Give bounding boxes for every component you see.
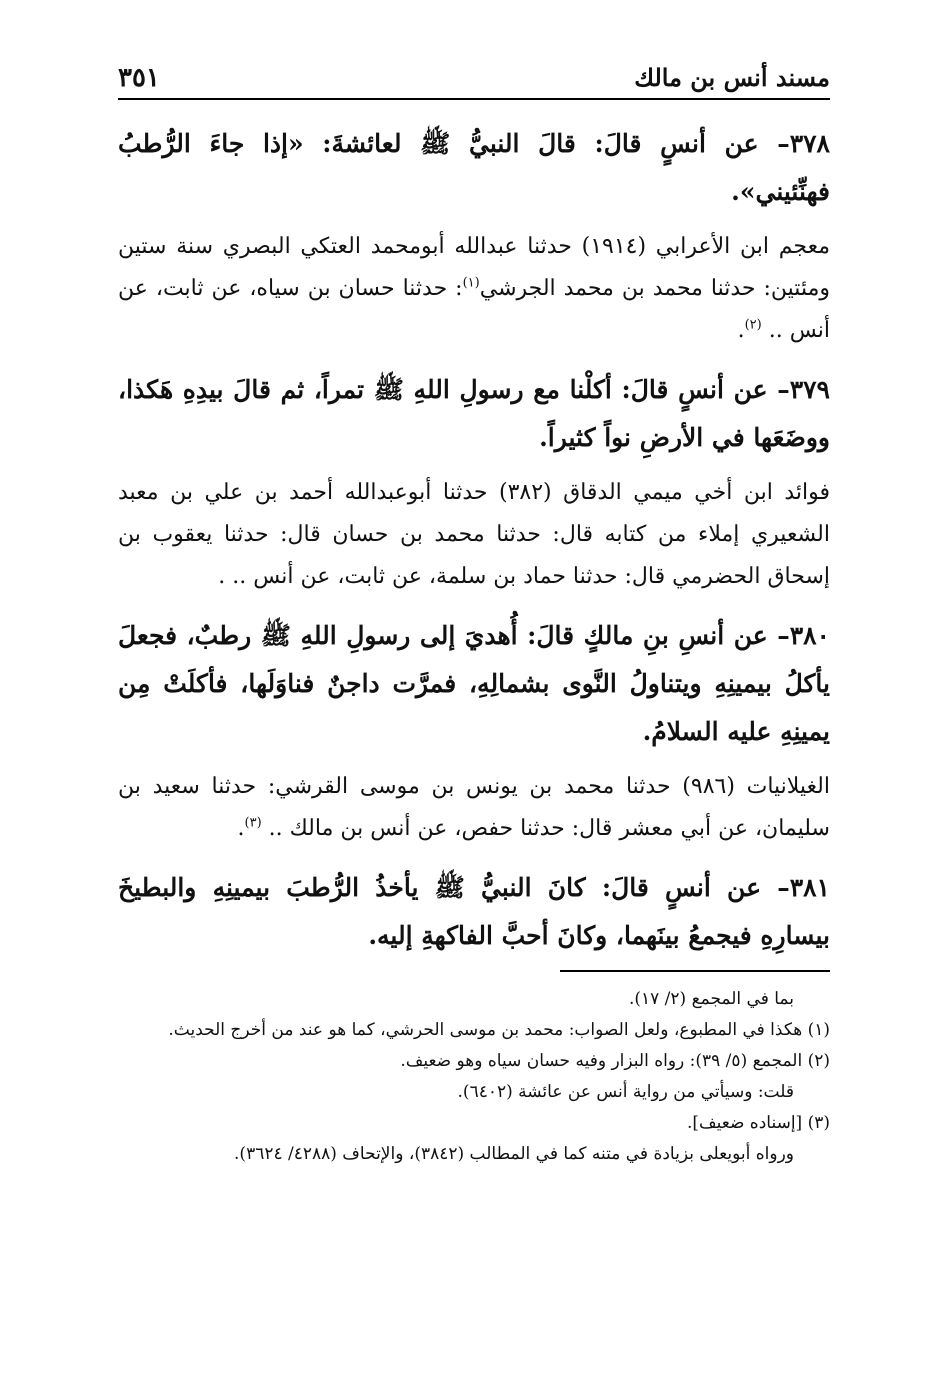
footnote-1: (١) هكذا في المطبوع، ولعل الصواب: محمد بن موسى الحرشي، كما هو عند من أخرج الحديث. (168, 1020, 830, 1040)
footnote-ref-3: (٣) (244, 815, 262, 831)
source-379: فوائد ابن أخي ميمي الدقاق (٣٨٢) حدثنا أبوعبدالله أحمد بن علي بن معبد الشعيري إملاء من كتابه قال: حدثنا محمد بن حسان قال: حدثنا يعقوب بن إسحاق الحضرمي قال: حدثنا حماد بن سلمة، عن ثابت، عن أنس .. . (118, 480, 830, 589)
source-text: الغيلانيات (٩٨٦) حدثنا محمد بن يونس بن موسى القرشي: حدثنا سعيد بن سليمان، عن أبي معشر قال: حدثنا حفص، عن أنس بن مالك .. (118, 774, 830, 841)
hadith-379: ٣٧٩– عن أنسٍ قالَ: أكلْنا مع رسولِ اللهِ ﷺ تمراً، ثم قالَ بيدِهِ هَكذا، ووضَعَها في الأرضِ نواً كثيراً. (118, 375, 830, 452)
footnotes (118, 984, 830, 1170)
book-page (118, 58, 830, 1170)
hadith-378: ٣٧٨– عن أنسٍ قالَ: قالَ النبيُّ ﷺ لعائشةَ: «إذا جاءَ الرُّطبُ فهنِّئيني». (118, 129, 830, 206)
page-number: ٣٥١ (118, 63, 160, 93)
footnote-continuation: بما في المجمع (٢/ ١٧). (628, 989, 794, 1009)
source-380 (118, 766, 830, 850)
source-378 (118, 226, 830, 352)
source-text-end: . (237, 816, 245, 841)
footnote-2: (٢) المجمع (٥/ ٣٩): رواه البزار وفيه حسان سياه وهو ضعيف. (400, 1051, 830, 1071)
running-title: مسند أنس بن مالك (634, 63, 830, 92)
hadith-381: ٣٨١– عن أنسٍ قالَ: كانَ النبيُّ ﷺ يأخذُ الرُّطبَ بيمينِهِ والبطيخَ بيسارِهِ فيجمعُ بينَهما، وكانَ أحبَّ الفاكهةِ إليه. (118, 873, 830, 950)
source-text-rest: : حدثنا حسان بن سياه، عن ثابت، عن أنس .. (118, 276, 830, 343)
header-rule (118, 98, 830, 100)
source-text: معجم ابن الأعرابي (١٩١٤) حدثنا عبدالله أبومحمد العتكي البصري سنة ستين ومئتين: حدثنا محمد بن محمد الجرشي (118, 234, 830, 301)
page-body (118, 102, 830, 960)
footnote-ref-2: (٢) (744, 317, 762, 333)
footnote-3: (٣) [إسناده ضعيف]. (686, 1113, 830, 1133)
page-header (118, 58, 830, 102)
hadith-380: ٣٨٠– عن أنسِ بنِ مالكٍ قالَ: أُهديَ إلى رسولِ اللهِ ﷺ رطبٌ، فجعلَ يأكلُ بيمينِهِ ويتناولُ النَّوى بشمالِهِ، فمرَّت داجنٌ فناوَلَها، فأكلَتْ مِن يمينِهِ عليه السلامُ. (118, 621, 830, 746)
footnote-ref-1: (١) (462, 275, 480, 291)
footnote-3-comment: ورواه أبويعلى بزيادة في متنه كما في المطالب (٣٨٤٢)، والإتحاف (٤٢٨٨/ ٣٦٢٤). (234, 1144, 794, 1164)
source-text-end: . (737, 318, 745, 343)
footnote-2-comment: قلت: وسيأتي من رواية أنس عن عائشة (٦٤٠٢). (457, 1082, 794, 1102)
footnote-rule (560, 970, 830, 972)
